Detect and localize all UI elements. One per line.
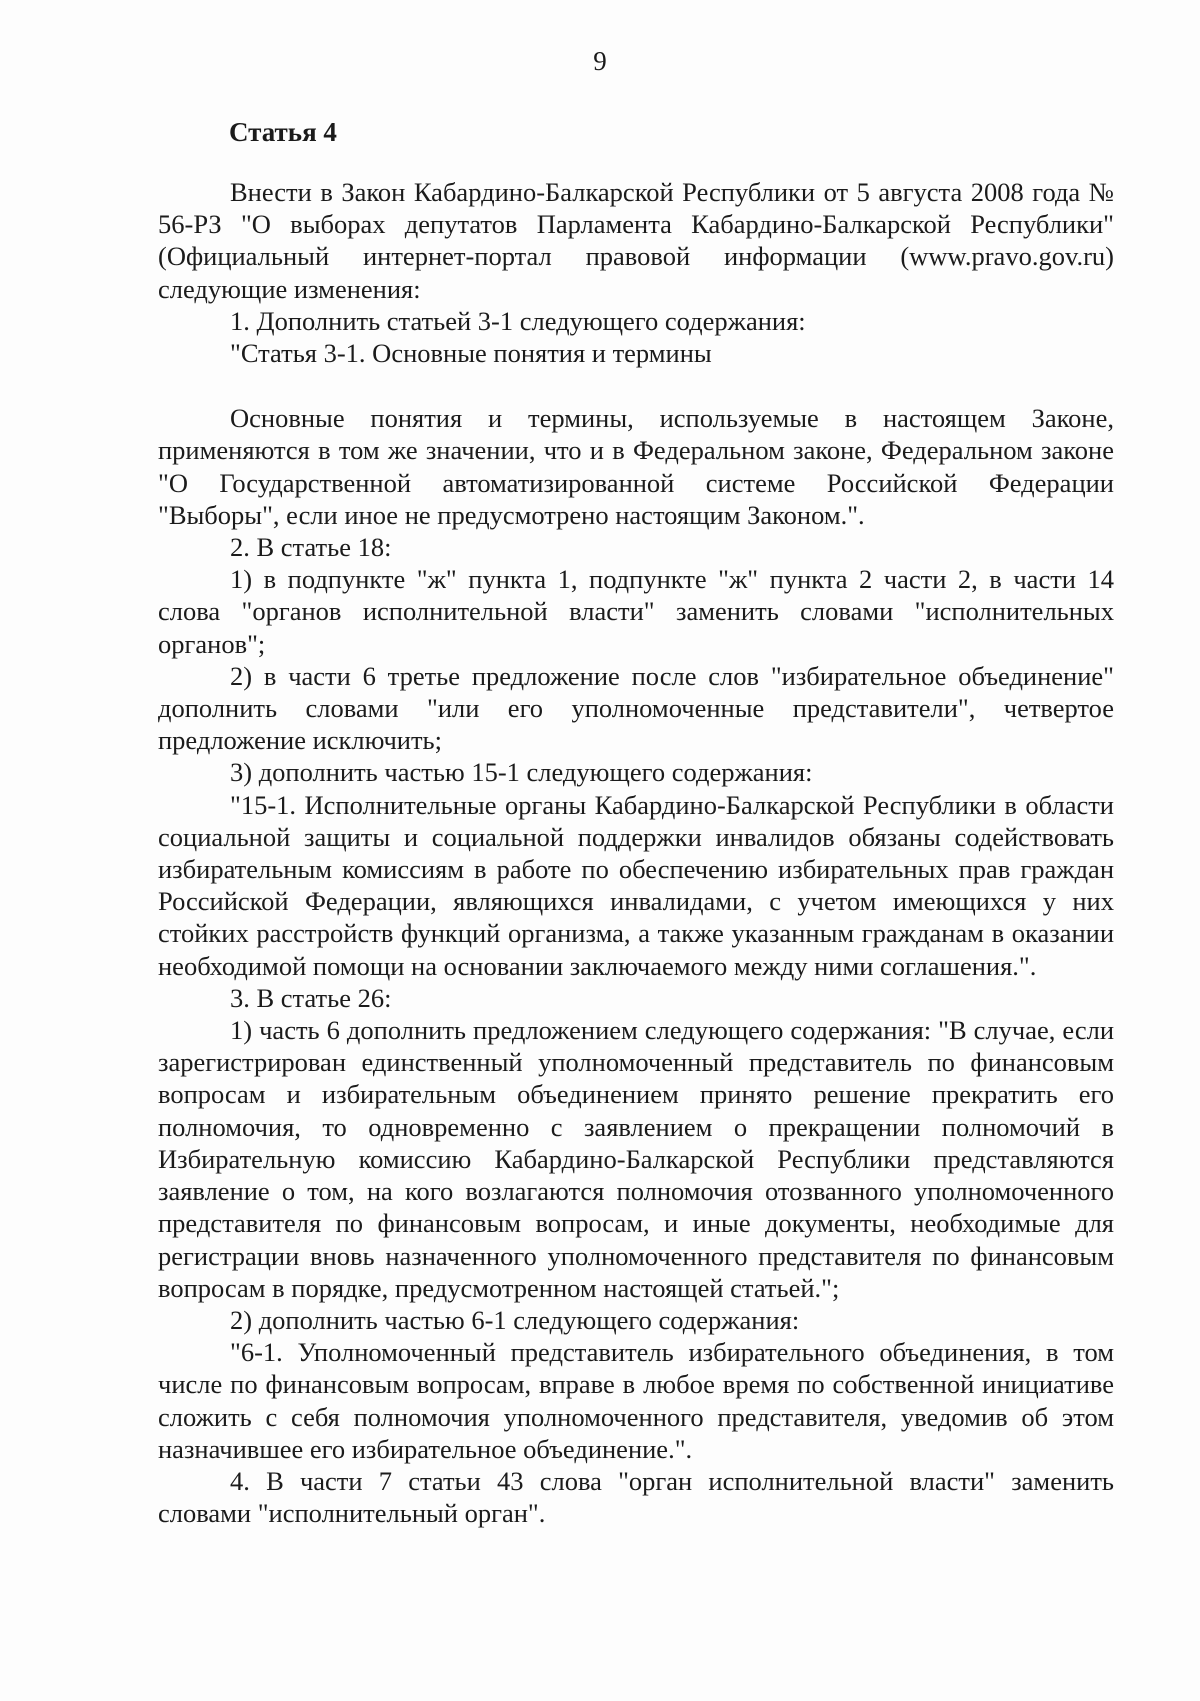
paragraph-item-4: 4. В части 7 статьи 43 слова "орган исполнительной власти" заменить словами "исполнительный орган".	[158, 1465, 1114, 1529]
paragraph-subitem-2-2: 2) в части 6 третье предложение после слов "избирательное объединение" дополнить словами "или его уполномоченные представители", четвертое предложение исключить;	[158, 660, 1114, 756]
document-body	[158, 176, 1114, 1529]
article-heading: Статья 4	[229, 117, 337, 147]
paragraph-item-3: 3. В статье 26:	[230, 982, 392, 1013]
paragraph-item-1: 1. Дополнить статьей 3-1 следующего содержания:	[230, 305, 806, 336]
paragraph-intro: Внести в Закон Кабардино-Балкарской Республики от 5 августа 2008 года № 56-РЗ "О выборах депутатов Парламента Кабардино-Балкарской Республики" (Официальный интернет-портал правовой информации (www.pravo.gov.ru) следующие изменения:	[158, 177, 1114, 304]
paragraph-subitem-2-1: 1) в подпункте "ж" пункта 1, подпункте "ж" пункта 2 части 2, в части 14 слова "органов исполнительной власти" заменить словами "исполнительных органов";	[158, 564, 1114, 659]
paragraph-definitions: Основные понятия и термины, используемые в настоящем Законе, применяются в том же значении, что и в Федеральном законе, Федеральном законе "О Государственной автоматизированной системе Российской Федерации "Выборы", если иное не предусмотрено настоящим Законом.".	[158, 403, 1114, 530]
paragraph-subitem-3-2: 2) дополнить частью 6-1 следующего содержания:	[230, 1304, 800, 1335]
page-number: 9	[593, 46, 607, 76]
paragraph-gap	[158, 369, 1114, 402]
paragraph-part-6-1: "6-1. Уполномоченный представитель избирательного объединения, в том числе по финансовым вопросам, вправе в любое время по собственной инициативе сложить с себя полномочия уполномоченного представителя, уведомив об этом назначившее его избирательное объединение.".	[158, 1337, 1114, 1464]
paragraph-subitem-2-3: 3) дополнить частью 15-1 следующего содержания:	[230, 757, 813, 788]
paragraph-item-2: 2. В статье 18:	[230, 532, 392, 563]
paragraph-part-15-1: "15-1. Исполнительные органы Кабардино-Балкарской Республики в области социальной защиты и социальной поддержки инвалидов обязаны содействовать избирательным комиссиям в работе по обеспечению избирательных прав граждан Российской Федерации, являющихся инвалидами, с учетом имеющихся у них стойких расстройств функций организма, а также указанным гражданам в оказании необходимой помощи на основании заключаемого между ними соглашения.".	[158, 789, 1114, 981]
paragraph-subitem-3-1: 1) часть 6 дополнить предложением следующего содержания: "В случае, если зарегистрирован единственный уполномоченный представитель по финансовым вопросам и избирательным объединением принято решение прекратить его полномочия, то одновременно с заявлением о прекращении полномочий в Избирательную комиссию Кабардино-Балкарской Республики представляются заявление о том, на кого возлагаются полномочия отозванного уполномоченного представителя по финансовым вопросам, и иные документы, необходимые для регистрации вновь назначенного уполномоченного представителя по финансовым вопросам в порядке, предусмотренном настоящей статьей.";	[158, 1015, 1114, 1303]
paragraph-article-title: "Статья 3-1. Основные понятия и термины	[230, 338, 712, 369]
